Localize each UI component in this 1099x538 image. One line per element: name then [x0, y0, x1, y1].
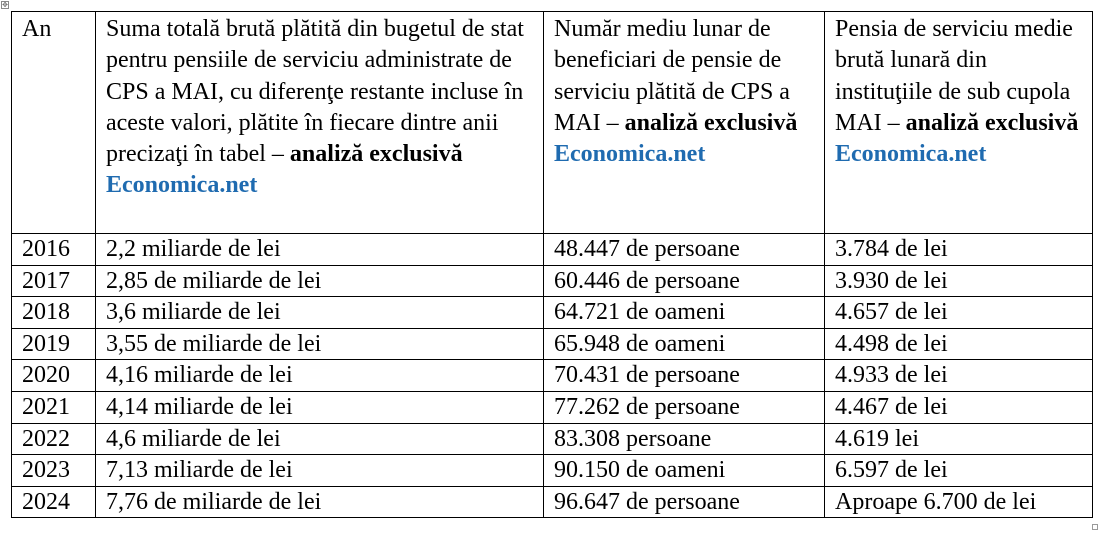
total-amount-cell: 7,13 miliarde de lei: [96, 455, 544, 487]
table-row: [12, 328, 1093, 360]
beneficiaries-cell: 83.308 persoane: [544, 423, 825, 455]
table-row: [12, 423, 1093, 455]
header-bold-text: analiză exclusivă: [905, 109, 1079, 136]
table-row: [12, 455, 1093, 487]
header-text: Număr mediu lunar de beneficiari de pensie de serviciu plătită de CPS a MAI –: [554, 16, 790, 136]
average-pension-cell: 6.597 de lei: [825, 455, 1093, 487]
average-pension-cell: 4.619 lei: [825, 423, 1093, 455]
header-bold-text: analiză exclusivă: [624, 109, 798, 136]
total-amount-cell: 2,2 miliarde de lei: [96, 234, 544, 266]
header-cell-year: [12, 12, 96, 234]
average-pension-cell: 4.657 de lei: [825, 297, 1093, 329]
table-row: [12, 265, 1093, 297]
year-cell: 2020: [12, 360, 96, 392]
header-text: Suma totală brută plătită din bugetul de stat pentru pensiile de serviciu administrate de CPS a MAI, cu diferenţe restante incluse în aceste valori, plătite în fiecare dintre anii precizaţi în tabel –: [106, 16, 524, 168]
total-amount-cell: 2,85 de miliarde de lei: [96, 265, 544, 297]
header-brand-text: Economica.net: [106, 172, 258, 199]
header-cell-beneficiaries: [544, 12, 825, 234]
header-text: Pensia de serviciu medie brută lunară din instituţiile de sub cupola MAI –: [835, 16, 1073, 136]
table-resize-handle-icon[interactable]: [1092, 524, 1098, 530]
year-cell: 2024: [12, 486, 96, 518]
header-text: An: [22, 16, 52, 42]
table-row: [12, 486, 1093, 518]
year-cell: 2021: [12, 391, 96, 423]
average-pension-cell: 3.930 de lei: [825, 265, 1093, 297]
average-pension-cell: 3.784 de lei: [825, 234, 1093, 266]
total-amount-cell: 7,76 de miliarde de lei: [96, 486, 544, 518]
header-brand-text: Economica.net: [835, 141, 987, 168]
total-amount-cell: 4,14 miliarde de lei: [96, 391, 544, 423]
year-cell: 2018: [12, 297, 96, 329]
table-row: [12, 234, 1093, 266]
year-cell: 2022: [12, 423, 96, 455]
table-header-row: [12, 12, 1093, 234]
year-cell: 2016: [12, 234, 96, 266]
header-bold-text: analiză exclusivă: [289, 141, 463, 168]
average-pension-cell: 4.498 de lei: [825, 328, 1093, 360]
beneficiaries-cell: 65.948 de oameni: [544, 328, 825, 360]
average-pension-cell: 4.467 de lei: [825, 391, 1093, 423]
beneficiaries-cell: 70.431 de persoane: [544, 360, 825, 392]
year-cell: 2019: [12, 328, 96, 360]
average-pension-cell: Aproape 6.700 de lei: [825, 486, 1093, 518]
average-pension-cell: 4.933 de lei: [825, 360, 1093, 392]
table-move-handle-icon[interactable]: ✥: [2, 1, 8, 9]
beneficiaries-cell: 64.721 de oameni: [544, 297, 825, 329]
beneficiaries-cell: 90.150 de oameni: [544, 455, 825, 487]
header-brand-text: Economica.net: [554, 141, 706, 168]
total-amount-cell: 4,16 miliarde de lei: [96, 360, 544, 392]
table-row: [12, 360, 1093, 392]
year-cell: 2023: [12, 455, 96, 487]
header-cell-total-amount: [96, 12, 544, 234]
year-cell: 2017: [12, 265, 96, 297]
beneficiaries-cell: 60.446 de persoane: [544, 265, 825, 297]
pension-data-table: [11, 11, 1093, 518]
header-cell-average-pension: [825, 12, 1093, 234]
table-row: [12, 297, 1093, 329]
total-amount-cell: 3,55 de miliarde de lei: [96, 328, 544, 360]
table-row: [12, 391, 1093, 423]
beneficiaries-cell: 96.647 de persoane: [544, 486, 825, 518]
total-amount-cell: 3,6 miliarde de lei: [96, 297, 544, 329]
beneficiaries-cell: 48.447 de persoane: [544, 234, 825, 266]
beneficiaries-cell: 77.262 de persoane: [544, 391, 825, 423]
total-amount-cell: 4,6 miliarde de lei: [96, 423, 544, 455]
